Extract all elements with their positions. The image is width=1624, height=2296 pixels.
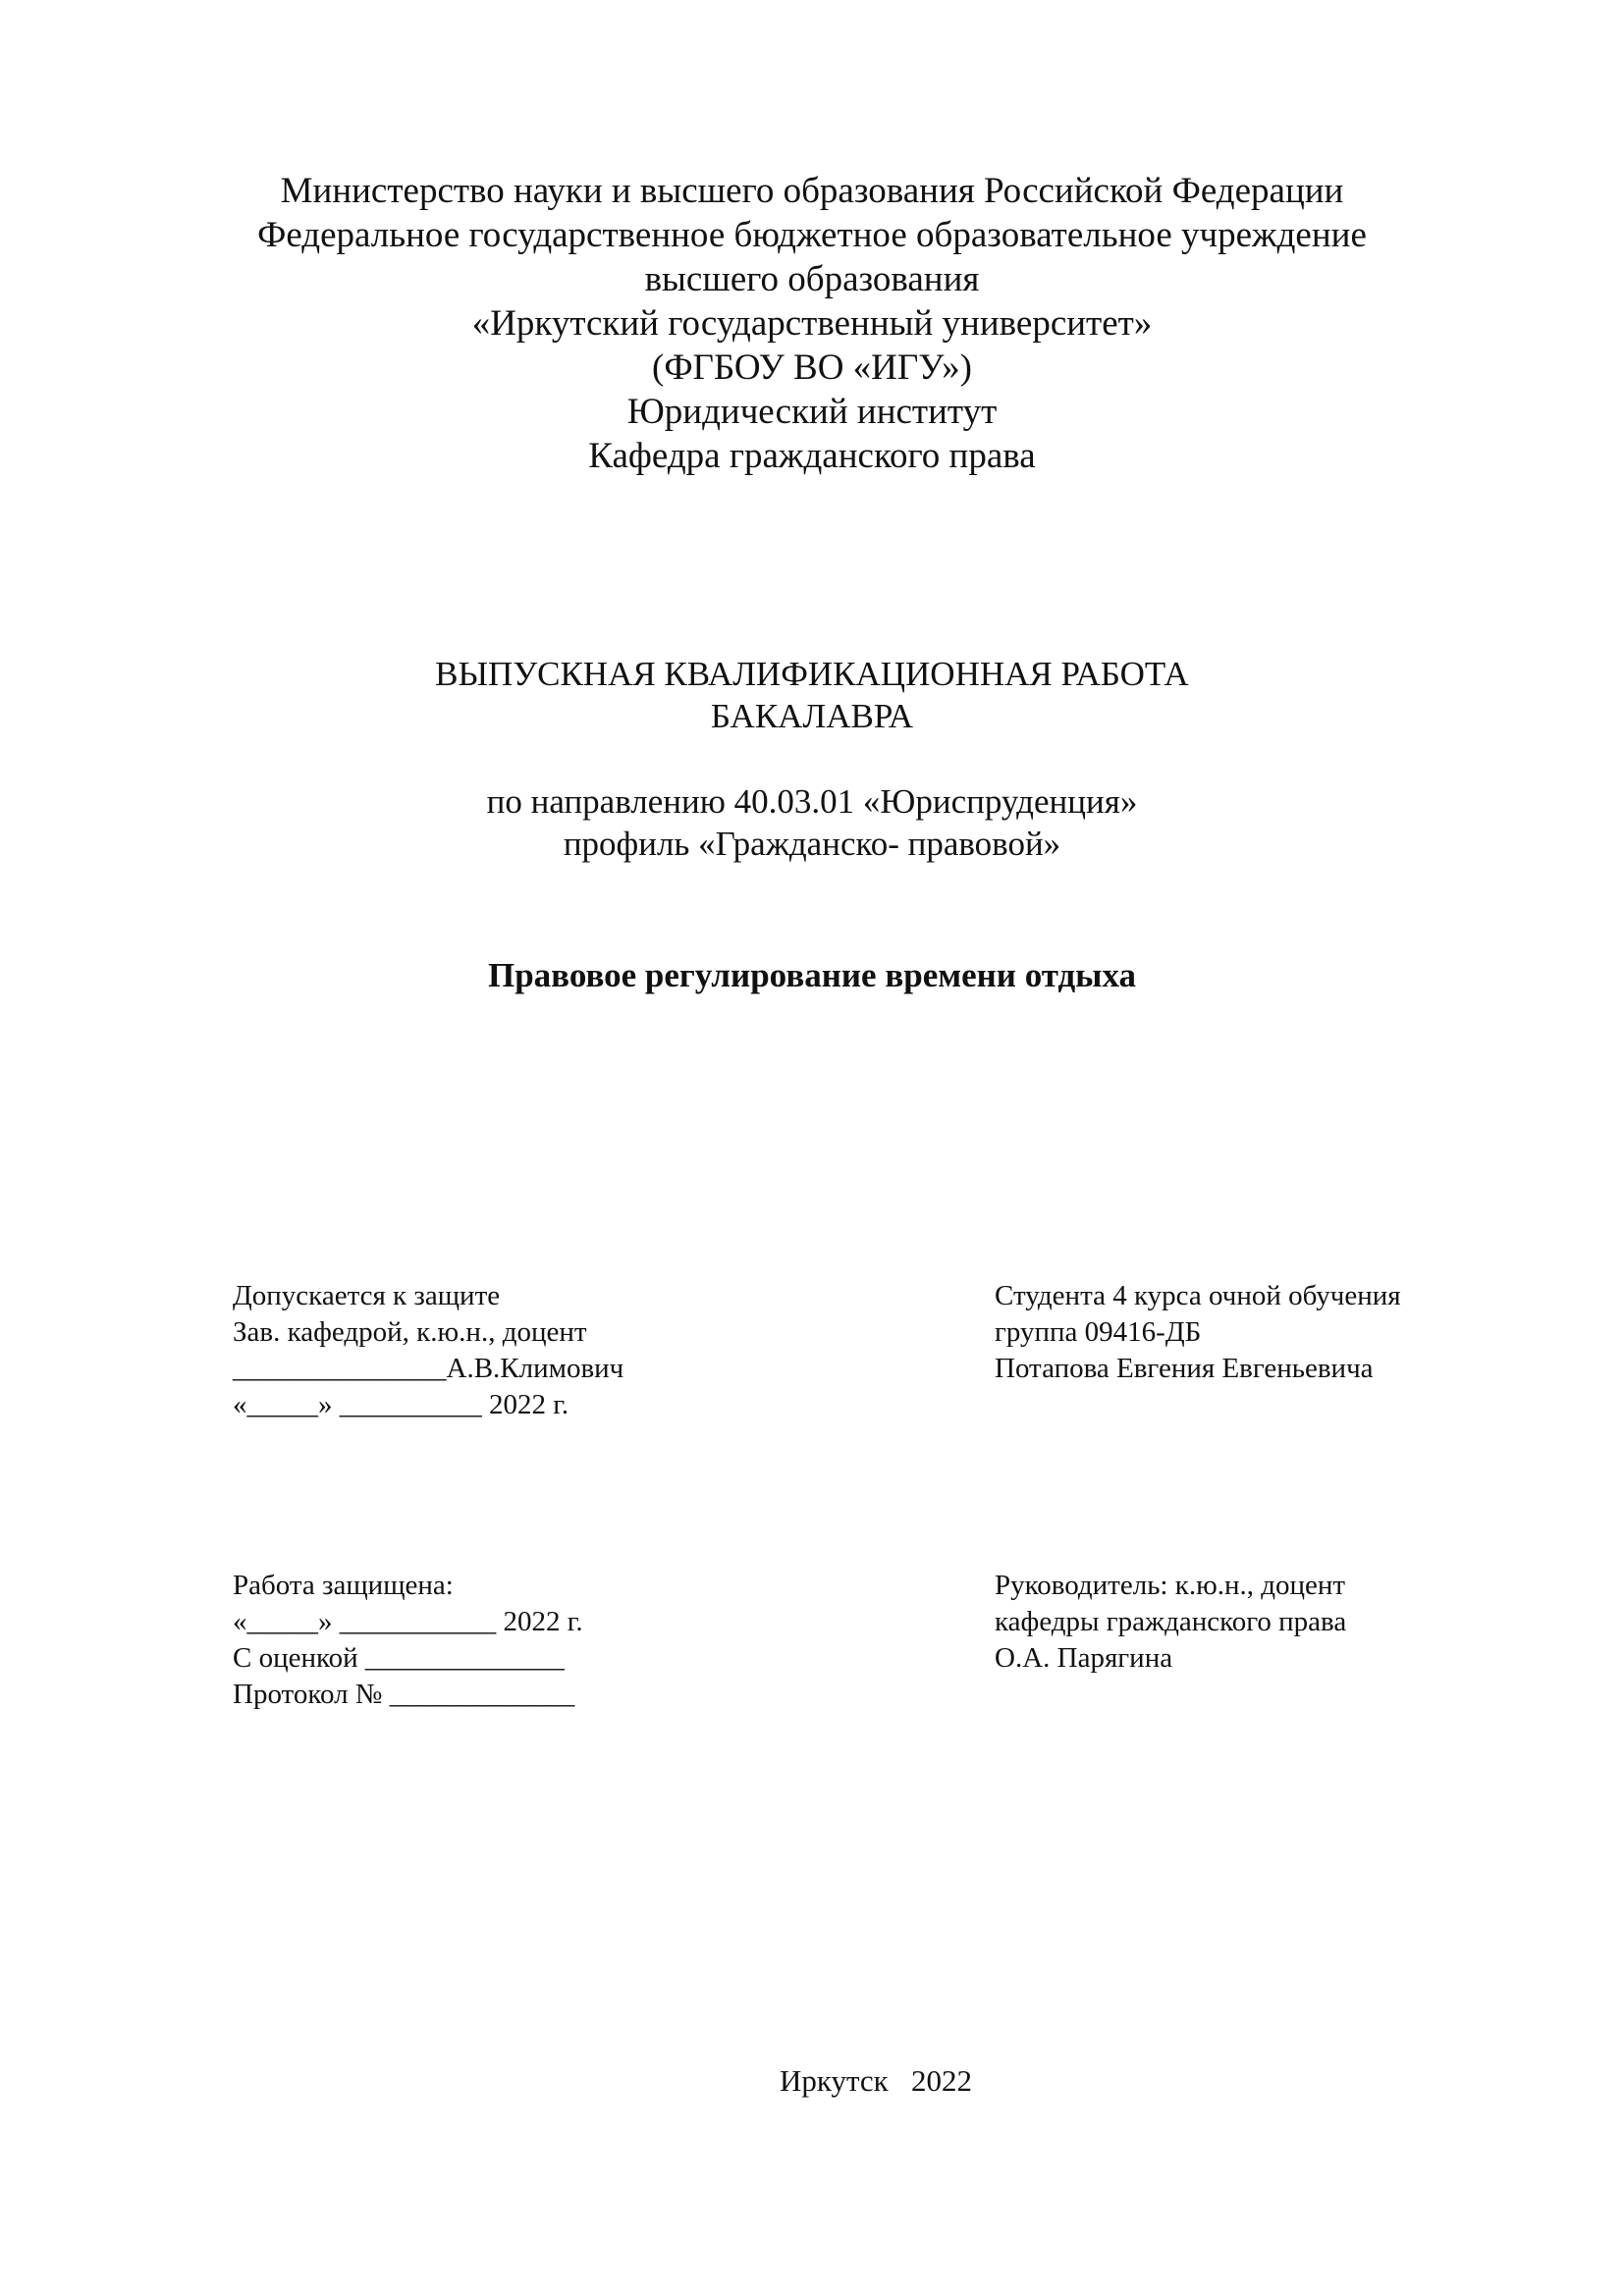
footer-year: 2022 (911, 2063, 972, 2098)
supervisor-name-line: О.А. Парягина (995, 1642, 1173, 1674)
profile-line: профиль «Гражданско- правовой» (563, 825, 1061, 863)
footer-city: Иркутск (779, 2063, 889, 2098)
institution-type-line: Федеральное государственное бюджетное образовательное учреждение (257, 215, 1367, 255)
education-level-line: высшего образования (644, 259, 980, 299)
defense-protocol-line: Протокол № _____________ (233, 1679, 575, 1710)
admission-date-line: «_____» __________ 2022 г. (233, 1389, 569, 1420)
city-year-footer (0, 2061, 1624, 2101)
student-group-line: группа 09416-ДБ (995, 1316, 1202, 1348)
work-type-line-1: ВЫПУСКНАЯ КВАЛИФИКАЦИОННАЯ РАБОТА (435, 655, 1189, 693)
university-name-line: «Иркутский государственный университет» (471, 303, 1153, 344)
student-block (995, 1278, 1401, 1387)
defense-date-line: «_____» ___________ 2022 г. (233, 1606, 583, 1637)
defense-grade-line: С оценкой ______________ (233, 1642, 565, 1674)
admission-block (233, 1278, 623, 1423)
thesis-topic: Правовое регулирование времени отдыха (487, 956, 1137, 994)
department-line: Кафедра гражданского права (588, 436, 1036, 476)
supervisor-title-line: Руководитель: к.ю.н., доцент (995, 1570, 1346, 1601)
work-type-line-2: БАКАЛАВРА (710, 697, 914, 735)
admission-line-1: Допускается к защите (233, 1280, 501, 1311)
university-abbrev-line: (ФГБОУ ВО «ИГУ») (652, 347, 972, 388)
defense-line-1: Работа защищена: (233, 1570, 454, 1601)
institute-line: Юридический институт (626, 392, 998, 432)
institution-header (0, 169, 1624, 478)
student-course-line: Студента 4 курса очной обучения (995, 1280, 1401, 1311)
admission-line-2: Зав. кафедрой, к.ю.н., доцент (233, 1316, 587, 1348)
study-direction (0, 780, 1624, 865)
defense-block (233, 1568, 583, 1713)
ministry-line: Министерство науки и высшего образования Российской Федерации (280, 171, 1344, 211)
supervisor-block (995, 1568, 1346, 1677)
direction-line: по направлению 40.03.01 «Юриспруденция» (486, 782, 1138, 821)
supervisor-department-line: кафедры гражданского права (995, 1606, 1347, 1637)
work-type-title (0, 653, 1624, 737)
admission-signature-line: _______________А.В.Климович (233, 1353, 624, 1384)
student-name-line: Потапова Евгения Евгеньевича (995, 1353, 1374, 1384)
